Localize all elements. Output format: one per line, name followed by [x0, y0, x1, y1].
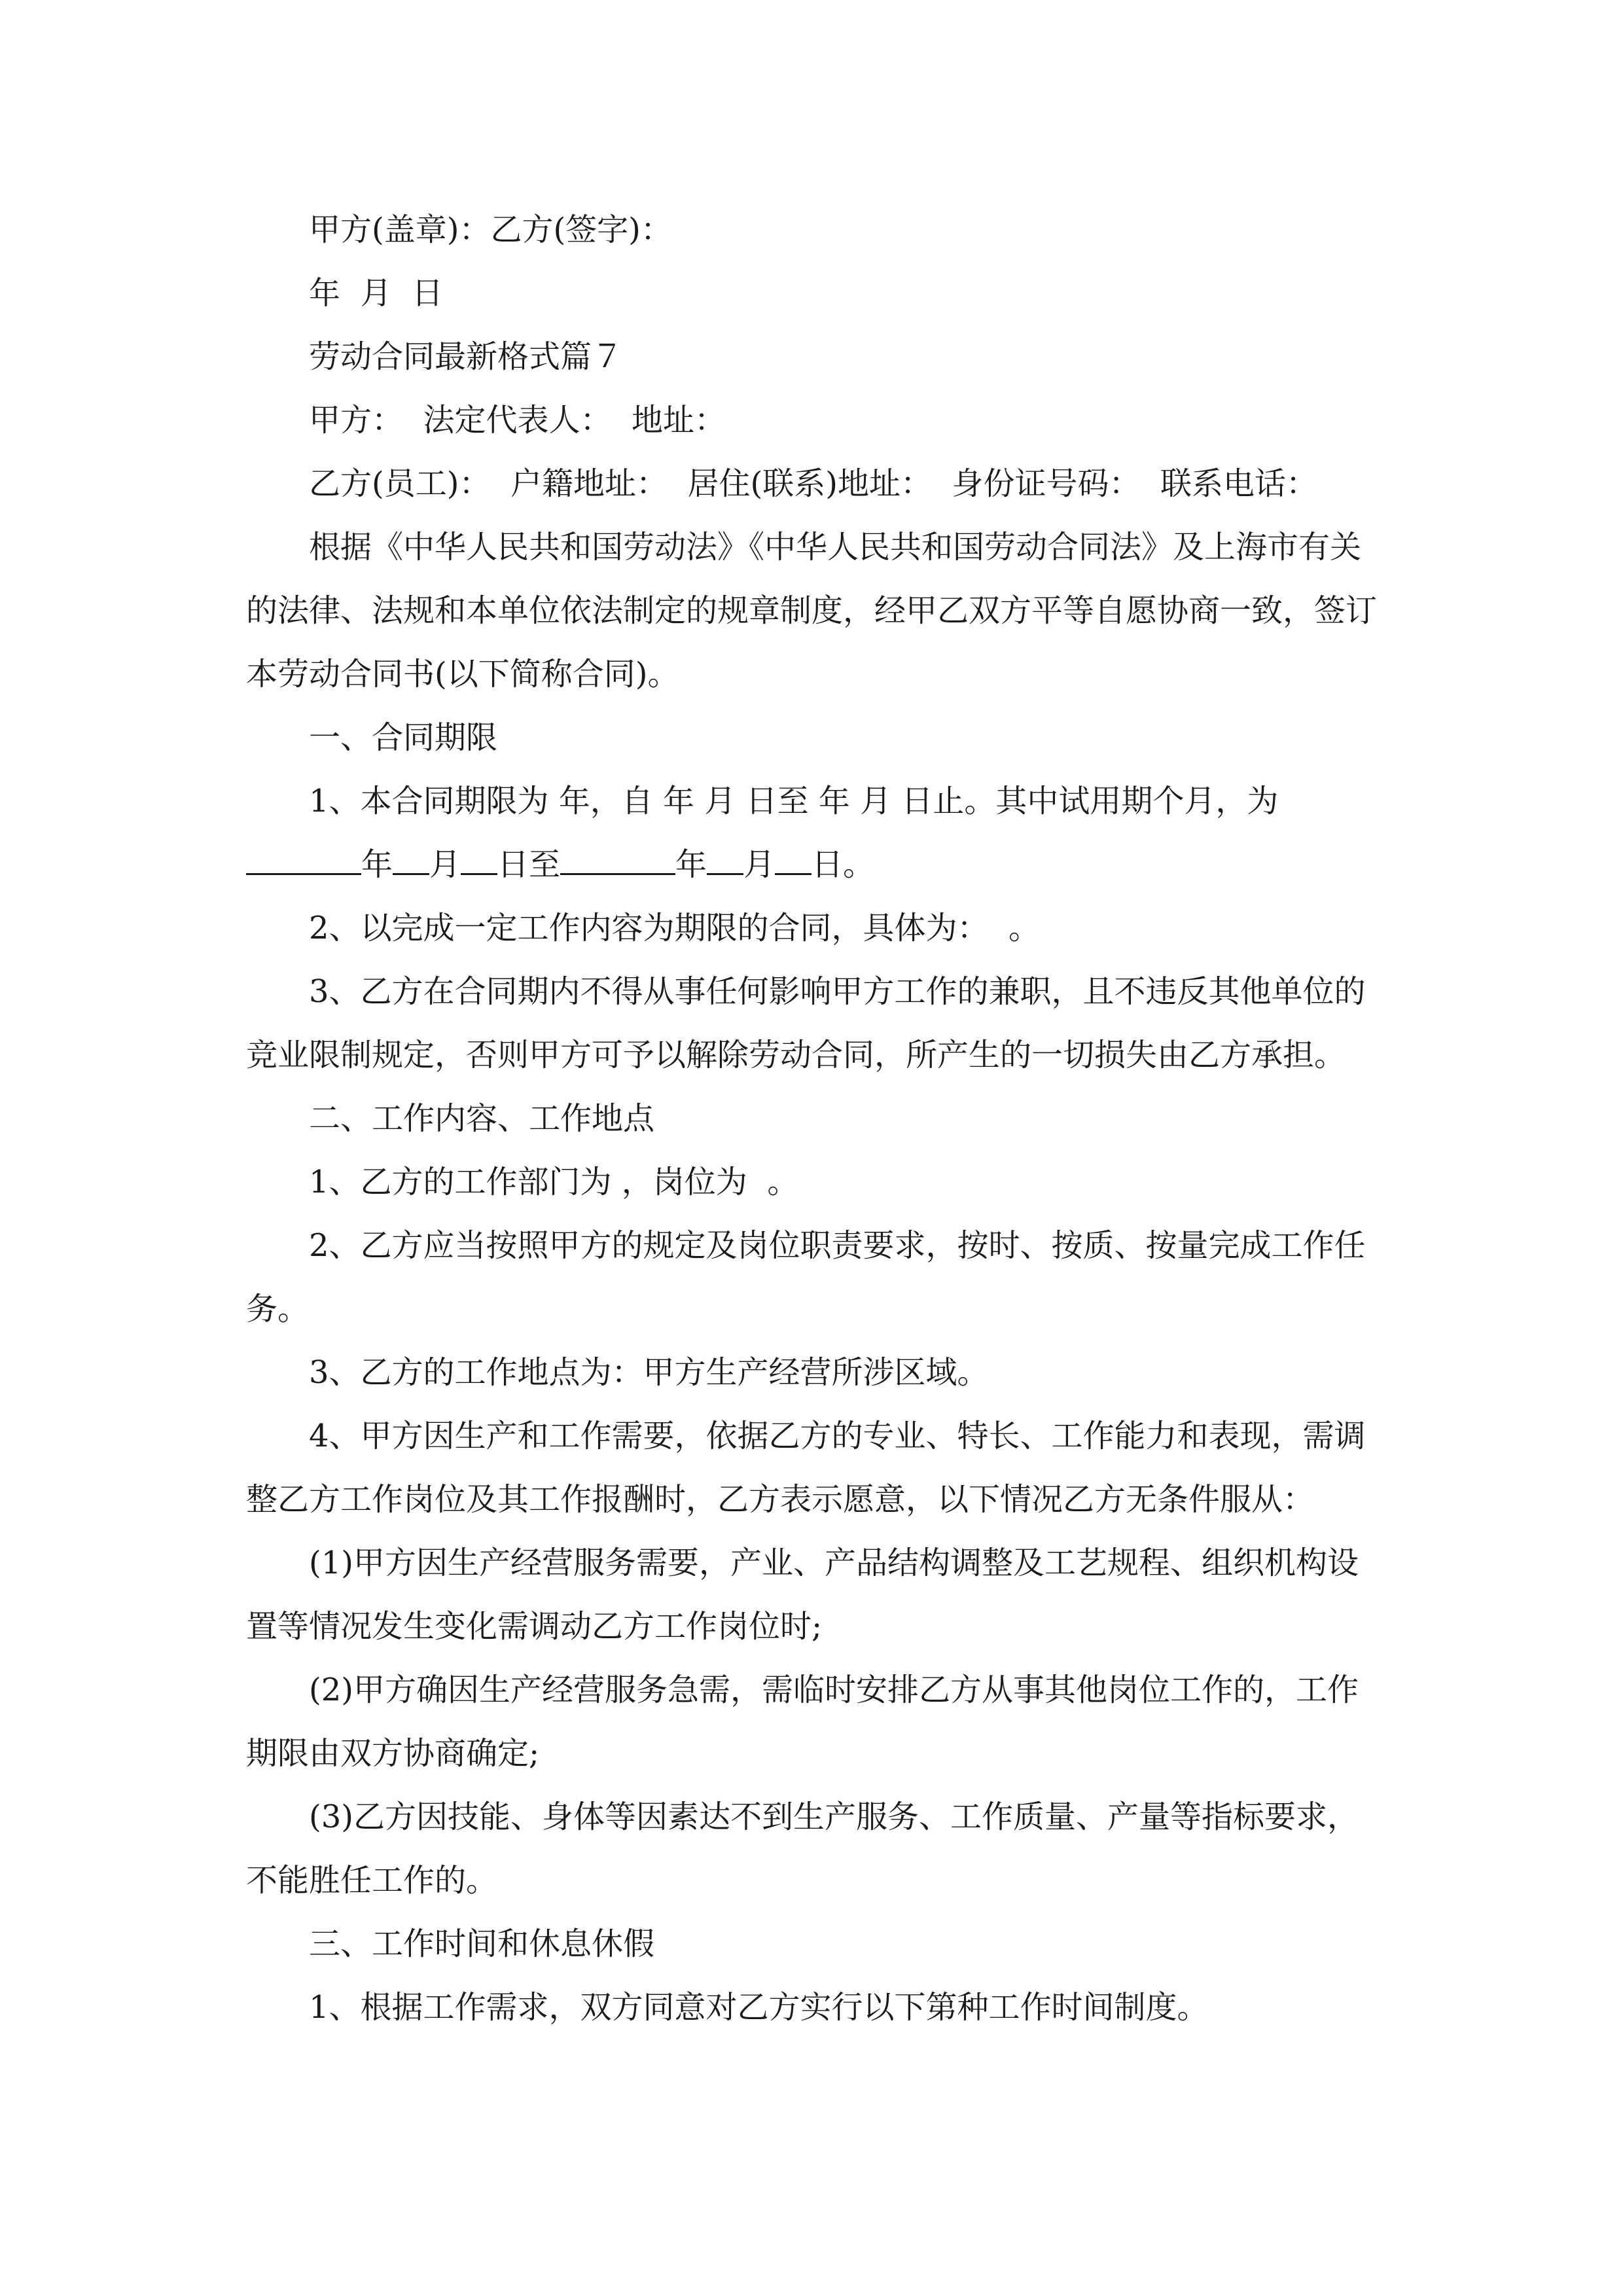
party-a-line: 甲方： 法定代表人： 地址：: [309, 402, 726, 439]
probation-month-2: 月: [743, 846, 776, 883]
fill-blank: [707, 847, 743, 875]
chapter-1-heading: 一、合同期限: [309, 719, 498, 756]
clause-2-2: 2、乙方应当按照甲方的规定及岗位职责要求，按时、按质、按量完成工作任务。: [246, 1227, 1366, 1327]
date-line: 年 月 日: [309, 275, 444, 312]
clause-2-4-3: (3)乙方因技能、身体等因素达不到生产服务、工作质量、产量等指标要求，不能胜任工作的。: [246, 1799, 1359, 1899]
probation-year-2: 年: [675, 846, 707, 883]
clause-3-1: 1、根据工作需求，双方同意对乙方实行以下第种工作时间制度。: [309, 1989, 1209, 2026]
chapter-3-heading: 三、工作时间和休息休假: [309, 1926, 655, 1962]
clause-2-3: 3、乙方的工作地点为：甲方生产经营所涉区域。: [309, 1354, 989, 1391]
probation-year-1: 年: [361, 846, 393, 883]
probation-day-1: 日至: [497, 846, 561, 883]
document-body: [246, 198, 1385, 2039]
fill-blank: [246, 847, 361, 875]
party-b-line: 乙方(员工)： 户籍地址： 居住(联系)地址： 身份证号码： 联系电话：: [309, 465, 1317, 502]
preamble: 根据《中华人民共和国劳动法》《中华人民共和国劳动合同法》及上海市有关的法律、法规和本单位依法制定的规章制度，经甲乙双方平等自愿协商一致，签订本劳动合同书(以下简称合同)。: [246, 529, 1378, 692]
clause-1-3: 3、乙方在合同期内不得从事任何影响甲方工作的兼职，且不违反其他单位的竞业限制规定，否则甲方可予以解除劳动合同，所产生的一切损失由乙方承担。: [246, 973, 1366, 1073]
probation-dates-line: [246, 833, 1385, 897]
fill-blank: [560, 847, 675, 875]
section-heading: 劳动合同最新格式篇７: [309, 338, 624, 375]
fill-blank: [393, 847, 429, 875]
fill-blank: [461, 847, 497, 875]
signature-line: 甲方(盖章)：乙方(签字)：: [309, 211, 672, 248]
clause-1-2: 2、以完成一定工作内容为期限的合同，具体为： 。: [309, 910, 1041, 946]
clause-1-1: 1、本合同期限为 年，自 年 月 日至 年 月 日止。其中试用期个月，为: [309, 783, 1279, 819]
fill-blank: [775, 847, 812, 875]
clause-2-4: 4、甲方因生产和工作需要，依据乙方的专业、特长、工作能力和表现，需调整乙方工作岗位及其工作报酬时，乙方表示愿意，以下情况乙方无条件服从：: [246, 1418, 1366, 1518]
clause-2-4-1: (1)甲方因生产经营服务需要，产业、产品结构调整及工艺规程、组织机构设置等情况发生变化需调动乙方工作岗位时;: [246, 1545, 1359, 1645]
clause-2-1: 1、乙方的工作部门为 ，岗位为 。: [309, 1164, 799, 1200]
probation-day-2: 日。: [812, 846, 875, 883]
probation-month-1: 月: [429, 846, 461, 883]
chapter-2-heading: 二、工作内容、工作地点: [309, 1100, 655, 1137]
clause-2-4-2: (2)甲方确因生产经营服务急需，需临时安排乙方从事其他岗位工作的，工作期限由双方协商确定;: [246, 1672, 1359, 1772]
